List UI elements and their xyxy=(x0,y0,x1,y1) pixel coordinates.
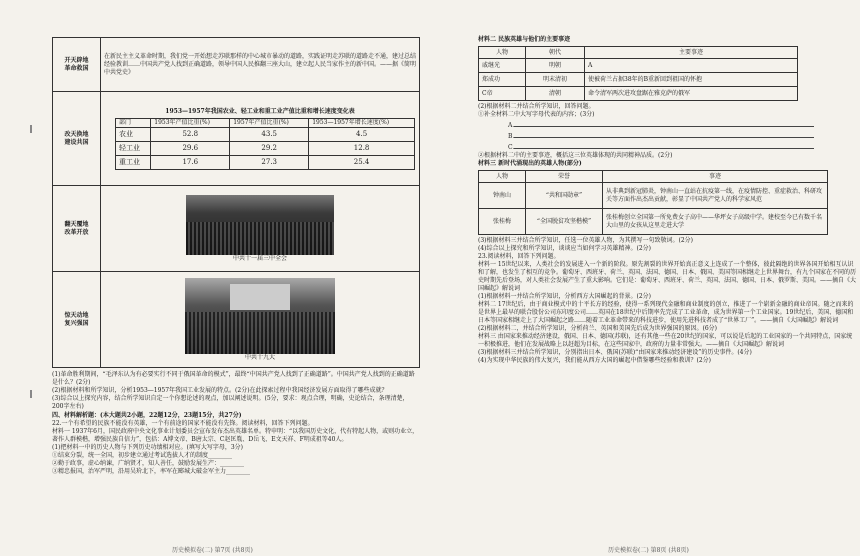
page-footer-left: 历史模拟卷(二) 第7页 (共8页) xyxy=(172,547,253,554)
question-22-4: (4)综合以上探究和所学知识，谈谈应当如何学习英雄精神。(2分) xyxy=(478,245,651,252)
answer-line[interactable] xyxy=(514,130,814,138)
modern-heroes-header-row xyxy=(479,171,828,183)
question-22-intro: 22.一个有希望的民族不能没有英雄，一个有前途的国家不能没有先锋。阅读材料，回答下列问题。 xyxy=(52,420,314,427)
right-questions xyxy=(478,237,856,365)
modern-heroes-header: 事迹 xyxy=(603,171,828,183)
question-23-material2: 材料二 17世纪后，由于商业模式中的十平长方的经验，使得一系列现代金融和商业制度的创立，推进了一个崭新金融的商业帝国。随之而来的是世界上最早的联合股份公司东印度公司……英国在18世纪中后期率先完成了工业革命，成为世界第一个工业国家。19世纪后，美国、德国和日本等国家相继走上了大国崛起之路……随着工业革命带来的科技进步，使用先进科技者成了“世界工厂”。——摘自《大国崛起》解说词 xyxy=(478,301,854,324)
modern-hero-deed: 从非典到新冠肺炎，钟南山一直站在抗疫第一线，在疫情防控、重症救治、科研攻关等方面作出杰出贡献，彰显了中国共产党人的科学家风范 xyxy=(603,183,828,209)
stats-row xyxy=(116,141,415,155)
photo1-caption: 中共十一届三中全会 xyxy=(232,254,287,262)
page-footer-right: 历史模拟卷(二) 第8页 (共8页) xyxy=(608,547,689,554)
stats-header: 1953年产值比重(%) xyxy=(151,118,230,127)
answer-blank xyxy=(508,141,856,152)
right-page xyxy=(478,0,856,556)
row-label-rejuvenation: 惊天动地 复兴强国 xyxy=(53,272,101,368)
binding-mark xyxy=(30,125,32,133)
stats-cell xyxy=(101,92,420,186)
question-23-3: (3)根据材料三并结合所学知识，分别指出日本、俄国(苏联)“由国家来推动经济建设”的历史事件。(4分) xyxy=(478,349,752,356)
answer-line[interactable] xyxy=(514,119,814,127)
heroes-row xyxy=(479,87,798,101)
answer-blank xyxy=(508,119,856,130)
row-label-revolution: 开天辟地 革命救国 xyxy=(53,38,101,92)
blank-label: B. xyxy=(508,133,515,140)
q22-part2 xyxy=(478,103,856,168)
left-questions xyxy=(52,371,420,476)
stats-header-row xyxy=(116,118,415,127)
modern-heroes-header: 人物 xyxy=(479,171,526,183)
modern-hero-honor: “全国脱贫攻坚楷模” xyxy=(526,209,603,235)
heroes-table xyxy=(478,46,798,101)
stats-title: 1953—1957年我国农业、轻工业和重工业产值比重和增长速度变化表 xyxy=(165,107,355,115)
modern-heroes-header: 荣誉 xyxy=(526,171,603,183)
binding-mark xyxy=(30,390,32,398)
question-22-2-sub1: ①补全材料二中大写字母代表的内容；(3分) xyxy=(478,111,595,118)
stats-cell-value: 4.5 xyxy=(309,127,415,141)
question-22-2-sub2: ②根据材料二中的主要事迹，概括这三位英雄体现的共同精神品质。(2分) xyxy=(478,152,673,159)
heroes-header: 人物 xyxy=(479,47,526,59)
stats-cell-value: 12.8 xyxy=(309,141,415,155)
stats-cell-value: 52.8 xyxy=(151,127,230,141)
heroes-header-row xyxy=(479,47,798,59)
question-21-1: (1)革命胜利期间，“毛泽东认为有必要实行不同于俄国革命的模式”，最终“中国共产党人找到了正确道路”。中国共产党人找到的正确道路是什么？(2分) xyxy=(52,371,415,386)
section-four-title: 四、材料解析题：(本大题共2小题，22题12分，23题15分，共27分) xyxy=(52,412,242,419)
hero-dynasty: 明朝 xyxy=(526,59,585,73)
material3-title: 材料三 新时代涌现出的英雄人物(部分) xyxy=(478,160,582,167)
stats-cell-value: 25.4 xyxy=(309,155,415,169)
plenary-session-photo xyxy=(186,195,334,255)
history-theme-table xyxy=(52,37,420,368)
stats-cell-value: 29.6 xyxy=(151,141,230,155)
stats-cell-value: 43.5 xyxy=(230,127,309,141)
hero-deed: A xyxy=(585,59,798,73)
option-item: ②勤于政事，虚心纳谏，广纳贤才，知人善任，鼓励发展生产：________ xyxy=(52,460,245,467)
heroes-row xyxy=(479,59,798,73)
hero-name: 戚继光 xyxy=(479,59,526,73)
row-label-reform: 翻天覆地 改革开放 xyxy=(53,186,101,272)
row-text-revolution: 在新民主主义革命时期，我们党一开始想走苏联那样的中心城市暴动的道路，实践证明走苏联的道路走不通，建过总结经验教训……中国共产党人找到正确道路，领导中国人民推翻三座大山，建立起人民当家作主的新中国。——据《简明中共党史》 xyxy=(101,38,420,92)
question-22-1: (1)把材料一中的历史人物与下列历史功绩相对应。(填写大写字母，3分) xyxy=(52,444,243,451)
congress-photo xyxy=(185,278,335,354)
hero-name: C帝 xyxy=(479,87,526,101)
question-23-4: (4)为实现中华民族的伟大复兴，我们能从西方大国的崛起中借鉴哪些经验和教训？(2分) xyxy=(478,357,711,364)
heroes-header: 主要事迹 xyxy=(585,47,798,59)
photo-cell-rejuvenation xyxy=(101,272,420,368)
stats-cell-value: 29.2 xyxy=(230,141,309,155)
stats-cell-sector: 重工业 xyxy=(116,155,151,169)
material2-title: 材料二 民族英雄与他们的主要事迹 xyxy=(478,36,571,43)
heroes-row xyxy=(479,73,798,87)
modern-hero-name: 张桂梅 xyxy=(479,209,526,235)
stats-header: 1953—1957年增长速度(%) xyxy=(309,118,415,127)
stats-header: 1957年产值比重(%) xyxy=(230,118,309,127)
hero-deed: 命令清军两次进攻盘踞在雅克萨的俄军 xyxy=(585,87,798,101)
stats-cell-sector: 农业 xyxy=(116,127,151,141)
question-21-2: (2)根据材料和所学知识，分析1953—1957年我国工业发展的特点。(2分)在此探索过程中我国经济发展方面取得了哪些成就？ xyxy=(52,387,388,394)
modern-hero-deed: 张桂梅创立全国第一所免费女子高中——华坪女子高级中学。建校至今已有数千名大山里的女孩从这里走进大学 xyxy=(603,209,828,235)
photo-cell-reform xyxy=(101,186,420,272)
hero-name: 郑成功 xyxy=(479,73,526,87)
stats-header: 部门 xyxy=(116,118,151,127)
modern-heroes-row xyxy=(479,209,828,235)
question-23-material1: 材料一 15世纪以来，人类社会的发展进入一个新的阶段。原先割裂的世界开始真正意义上连成了一个整体，彼此隔绝的世界各国开始相互认识和了解，也发生了相互的竞争。葡萄牙、西班牙、荷兰、英国、法国、德国、日本、俄国、美国等国相继走上世界舞台，有九个国家在不同的历史时期先后登场，对人类社会发展产生了重大影响。它们是：葡萄牙、西班牙、荷兰、英国、法国、德国、日本、俄罗斯、美国。——摘自《大国崛起》解说词 xyxy=(478,261,856,292)
heroes-header: 朝代 xyxy=(526,47,585,59)
hero-dynasty: 清朝 xyxy=(526,87,585,101)
answer-line[interactable] xyxy=(514,141,814,149)
photo2-caption: 中共十九大 xyxy=(244,353,275,361)
modern-heroes-row xyxy=(479,183,828,209)
stats-cell-sector: 轻工业 xyxy=(116,141,151,155)
blank-label: C. xyxy=(508,144,515,151)
answer-blank xyxy=(508,130,856,141)
modern-hero-name: 钟南山 xyxy=(479,183,526,209)
stats-table xyxy=(115,118,415,170)
row-label-construction: 改天换地 建设共国 xyxy=(53,92,101,186)
question-22-3: (3)根据材料三并结合所学知识，任选一位英雄人物，为其撰写一句致敬词。(2分) xyxy=(478,237,693,244)
stats-row xyxy=(116,127,415,141)
stats-cell-value: 17.6 xyxy=(151,155,230,169)
option-item: ③精忠报国，治军严明，沿用吴玠北下，率军在郾城大破金军主力________ xyxy=(52,468,251,475)
hero-dynasty: 明末清初 xyxy=(526,73,585,87)
question-23-intro: 23.阅读材料，回答下列问题。 xyxy=(478,253,560,260)
stats-cell-value: 27.3 xyxy=(230,155,309,169)
question-23-1: (1)根据材料一并结合所学知识，分析西方大国崛起的背景。(2分) xyxy=(478,293,651,300)
question-23-material3: 材料三 由国家来推动经济建设，俄国、日本、德国(苏联)，还有其他一些在20世纪的国家，可以说是后起的工业国家的一个共同特点，国家统一积极推进，他们在发展战略上以赶超为目标，在这些国家中，政府的力量非常强大。——摘自《大国崛起》解说词 xyxy=(478,333,853,348)
left-page xyxy=(52,0,420,556)
stats-row xyxy=(116,155,415,169)
hero-deed: 使被荷兰占据38年的B重新回到祖国的怀抱 xyxy=(585,73,798,87)
question-22-material1: 材料一 1937年6月，国民政府中央文化事业计划委员会宣布发布杰出英雄名单。特申明：“以我国历史文化，代有特起人物，或则功业立，著作人群模楷，增强民族自信力”，包括：A博文帝、B唐太宗、C赵匡胤、D岳飞、E文天祥、F明成祖等40人。 xyxy=(52,428,419,443)
modern-heroes-table xyxy=(478,170,828,235)
option-item: ①结束分裂，统一全国，初步建立通过考试选拔人才的制度________ xyxy=(52,452,233,459)
question-21-3: (3)综合以上探究内容，结合所学知识自定一个你想论述的观点，加以阐述说明。(5分，要求：观点合理，明确，史论结合，条理清楚，200字左右) xyxy=(52,395,409,410)
question-23-2: (2)根据材料二，并结合所学知识，分析荷兰、英国和美国先后成为世界强国的原因。(6分) xyxy=(478,325,717,332)
blank-label: A. xyxy=(508,122,515,129)
question-22-2: (2)根据材料二并结合所学知识，回答问题。 xyxy=(478,103,595,110)
modern-hero-honor: “共和国勋章” xyxy=(526,183,603,209)
